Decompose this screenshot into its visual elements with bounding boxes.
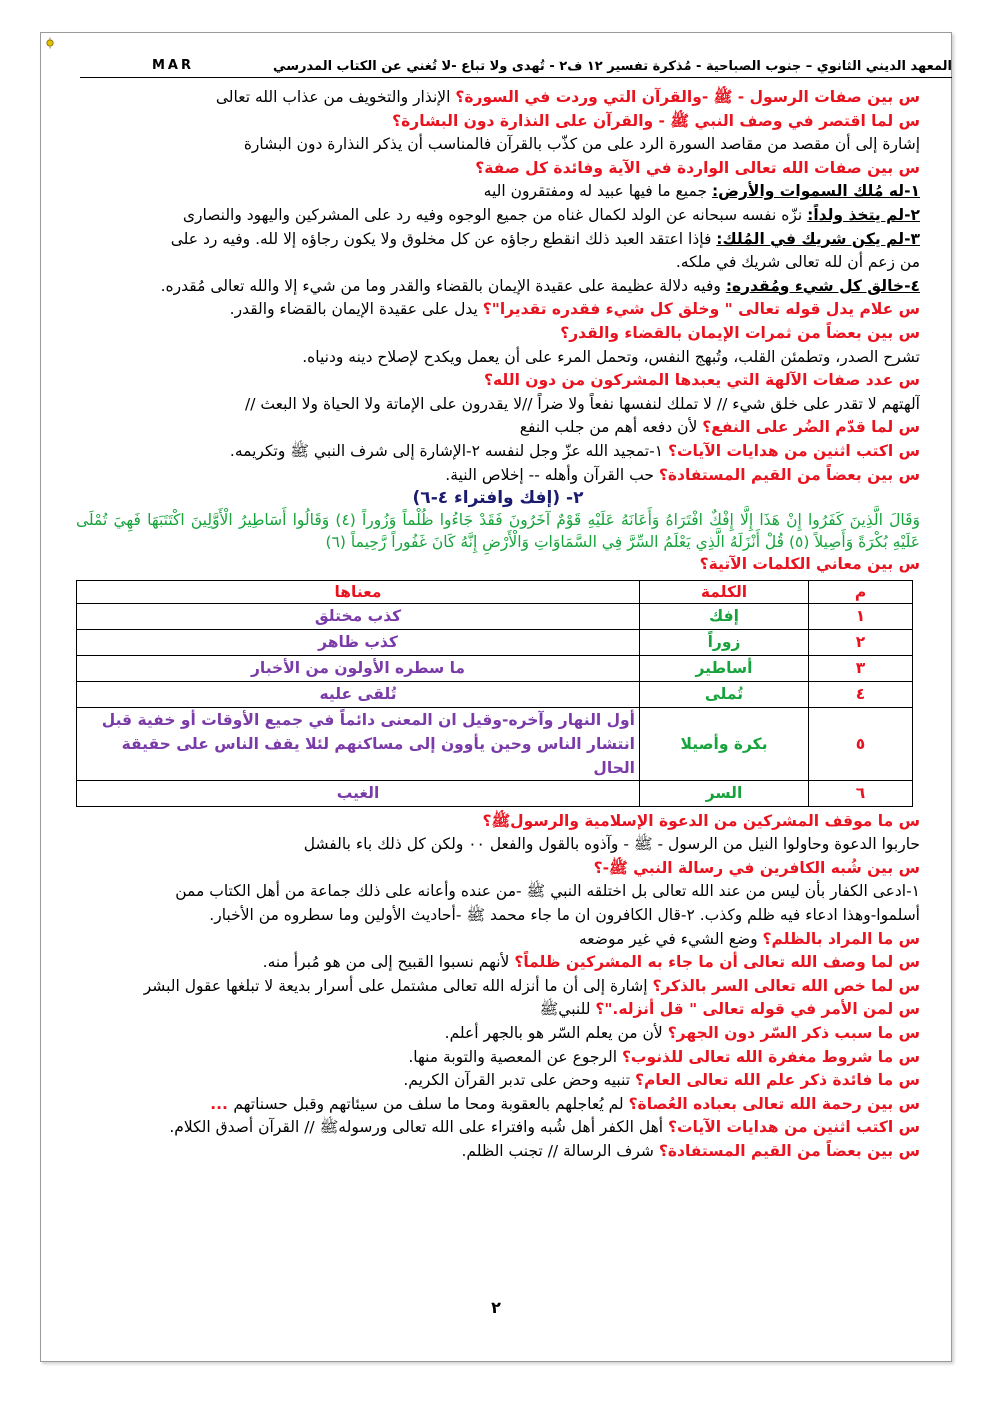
answer-text: تشرح الصدر، وتطمئن القلب، وتُبهج النفس، وتحمل المرء على أن يعمل ويكدح لإصلاح دينه ودنياه. [302,347,920,366]
text-line [76,86,920,110]
text-line [76,857,920,881]
vocab-word: إفك [640,603,809,629]
vocab-meaning: الغيب [77,780,640,806]
text-line [76,951,920,975]
answer-text: شرف الرسالة // تجنب الظلم. [461,1142,659,1160]
question-text: س لما وصف الله تعالى أن ما جاء به المشركين ظلماً؟ [514,953,920,972]
answer-text: حاربوا الدعوة وحاولوا النيل من الرسول - ﷺ - وآذوه بالقول والفعل ٠٠ ولكن كل ذلك باء بالفشل [303,835,920,854]
attribute-label: ٢-لم يتخذ ولداً: [807,205,920,224]
question-text: س لما قدّم الضُر على النفع؟ [702,418,920,437]
table-row [77,707,913,780]
text-line [76,464,920,488]
table-row [77,681,913,707]
answer-text: لأن من يعلم السّر هو بالجهر أعلم. [444,1024,668,1043]
answer-text: الرجوع عن المعصية والتوبة منها. [408,1047,622,1066]
text-line [76,180,920,204]
answer-text: آلهتهم لا تقدر على خلق شيء // لا تملك لنفسها نفعاً ولا ضراً //لا يقدرون على الإماتة ولا الحياة ولا البعث // [245,394,920,413]
attribute-label: ٤-خالق كل شيء ومُقدره: [725,276,920,295]
text-line [76,1022,920,1046]
answer-text: أسلموا-وهذا ادعاء فيه ظلم وكذب. ٢-قال الكافرون ان ما جاء محمد ﷺ -أحاديث الأولين وما سطروه من الأخبار. [209,906,920,925]
vocab-word: السر [640,780,809,806]
question-text: س اكتب اثنين من هدايات الآيات؟ [667,441,920,460]
text-line [76,416,920,440]
vocab-meaning: أول النهار وآخره-وقيل ان المعنى دائماً في جميع الأوقات أو خفية قبل انتشار الناس وحين يأوون إلى مساكنهم لئلا يقف الناس على حقيقة الحال [77,707,640,780]
ellipsis-text: ... [210,1094,234,1113]
answer-text: الإنذار والتخويف من عذاب الله تعالى [215,88,456,106]
table-row [77,655,913,681]
text-line [76,369,920,393]
answer-text: فإذا اعتقد العبد ذلك انقطع رجاؤه عن كل مخلوق ولا يكون رجاؤه إلا لله. وفيه رد على [170,229,717,248]
text-line [76,1140,920,1164]
text-line [76,904,920,928]
answer-text: ١-ادعى الكفار بأن ليس من عند الله تعالى بل اختلقه النبي ﷺ -من عنده وأعانه على ذلك جماعة من أهل الكتاب ممن [175,882,920,901]
question-text: س بين رحمة الله تعالى بعباده العُصاة؟ [628,1094,920,1113]
question-text: س علام يدل قوله تعالى " وخلق كل شيء فقدره تقديرا"؟ [482,300,920,319]
answer-text: نزّه نفسه سبحانه عن الولد لكمال غناه من جميع الوجوه وفيه رد على المشركين واليهود والنصارى [182,205,808,224]
question-text: س لما اقتصر في وصف النبي ﷺ - والقرآن على النذارة دون البشارة؟ [392,111,920,130]
attribute-label: ٣-لم يكن شريك في المُلك: [716,229,920,248]
vocab-word: بكرة وأصيلا [640,707,809,780]
vocab-header-row [77,580,913,603]
page-header [80,59,952,78]
question-text: س عدد صفات الآلهة التي يعبدها المشركون من دون الله؟ [484,371,920,390]
question-text: س لما خص الله تعالى السر بالذكر؟ [652,976,920,995]
question-text: س بين بعضاً من القيم المستفادة؟ [658,465,920,484]
question-text: س بين بعضاً من القيم المستفادة؟ [658,1142,920,1160]
answer-text: وفيه دلالة عظيمة على عقيدة الإيمان بالقضاء والقدر وما من شيء إلا والله تعالى مُقدره. [160,276,726,295]
text-line [76,157,920,181]
row-number: ٥ [809,707,913,780]
table-row [77,603,913,629]
text-line [76,975,920,999]
question-text: س ما موقف المشركين من الدعوة الإسلامية والرسولﷺ؟ [482,811,920,830]
answer-text: من زعم أن لله تعالى شريك في ملكه. [675,253,920,272]
answer-text: إشارة إلى أن مقصد من مقاصد السورة الرد على من كذّب بالقرآن فالمناسب أن يذكر النذارة دون البشارة [243,135,920,154]
col-header-num: م [809,580,913,603]
col-header-word: الكلمة [640,580,809,603]
sun-icon [45,37,55,49]
answer-text: حب القرآن وأهله -- إخلاص النية. [445,465,659,484]
vocab-meaning: ما سطره الأولون من الأخبار [77,655,640,681]
question-text: س بين صفات الرسول - ﷺ -والقرآن التي وردت في السورة؟ [455,88,920,106]
answer-text: لأن دفعه أهم من جلب النفع [519,418,703,437]
row-number: ٦ [809,780,913,806]
text-line [76,998,920,1022]
quran-verse: وَقَالَ الَّذِينَ كَفَرُوا إِنْ هَذَا إِلَّا إِفْكٌ افْتَرَاهُ وَأَعَانَهُ عَلَيْهِ قَوْمٌ آخَرُونَ فَقَدْ جَاءُوا ظُلْماً وَزُوراً (٤) وَقَالُوا أَسَاطِيرُ الْأَوَّلِينَ اكْتَتَبَهَا فَهِيَ تُمْلَى عَلَيْهِ بُكْرَةً وَأَصِيلاً (٥) قُلْ أَنْزَلَهُ الَّذِي يَعْلَمُ السِّرَّ فِي السَّمَاوَاتِ وَالْأَرْضِ إِنَّهُ كَانَ غَفُوراً رَّحِيماً (٦) [76,511,920,552]
text-line [76,133,920,157]
row-number: ٢ [809,629,913,655]
answer-text: وضع الشيء في غير موضعه [579,929,763,948]
answer-text: أهل الكفر أهل شُبه وافتراء على الله تعالى ورسولهﷺ // القرآن أصدق الكلام. [169,1118,668,1137]
vocab-word: تُملى [640,681,809,707]
page-content [76,86,920,1164]
answer-text: جميع ما فيها عبيد له ومفتقرون اليه [483,182,712,201]
text-line [76,1069,920,1093]
vocab-question: س بين معاني الكلمات الآتية؟ [699,555,920,574]
answer-text: ١-تمجيد الله عزّ وجل لنفسه ٢-الإشارة إلى شرف النبي ﷺ وتكريمه. [229,441,668,460]
row-number: ١ [809,603,913,629]
answer-text: إشارة إلى أن ما أنزله الله تعالى مشتمل على أسرار بديعة لا تبلغها عقول البشر [143,976,653,995]
text-line [76,880,920,904]
question-text: س ما سبب ذكر السّر دون الجهر؟ [667,1024,920,1043]
question-text: س ما المراد بالظلم؟ [762,929,920,948]
text-line [76,322,920,346]
page-number: ٢ [491,1298,501,1317]
text-line [76,1116,920,1140]
table-row [77,780,913,806]
table-row [77,629,913,655]
question-text: س بين صفات الله تعالى الواردة في الآية وفائدة كل صفة؟ [475,158,920,177]
text-line [76,1046,920,1070]
row-number: ٣ [809,655,913,681]
text-line [76,204,920,228]
text-line [76,346,920,370]
text-line [76,251,920,275]
row-number: ٤ [809,681,913,707]
question-text: س بين شُبه الكافرين في رسالة النبي ﷺ-؟ [593,858,920,877]
text-line [76,1093,920,1117]
answer-text: يدل على عقيدة الإيمان بالقضاء والقدر. [229,300,483,319]
col-header-meaning: معناها [77,580,640,603]
vocab-table [76,580,913,807]
attribute-label: ١-له مُلك السموات والأرض: [711,182,920,201]
vocab-meaning: تُلقى عليه [77,681,640,707]
question-text: س ما فائدة ذكر علم الله تعالى العام؟ [635,1071,920,1090]
text-line [76,928,920,952]
answer-text: للنبيﷺ [539,1000,596,1019]
vocab-word: أساطير [640,655,809,681]
vocab-word: زوراً [640,629,809,655]
text-line [76,833,920,857]
text-line [76,298,920,322]
header-title: المعهد الديني الثانوي – جنوب الصباحية - مُذكرة تفسير ١٢ ف٢ - تُهدى ولا تباع -لا تُغني عن الكتاب المدرسي [273,59,952,74]
text-line [76,275,920,299]
text-line [76,440,920,464]
answer-text: لأنهم نسبوا القبيح إلى من هو مُبرأ منه. [262,953,515,972]
answer-text: لم يُعاجلهم بالعقوبة ومحا ما سلف من سيئاتهم وقبل حسناتهم [233,1094,629,1113]
qa-block-2 [76,810,920,1164]
text-line [76,393,920,417]
question-text: س لمن الأمر في قوله تعالى " قل أنزله."؟ [595,1000,920,1019]
question-text: س بين بعضاً من ثمرات الإيمان بالقضاء والقدر؟ [560,323,920,342]
qa-block-1 [76,86,920,487]
text-line [76,228,920,252]
header-mark: MAR [152,58,195,73]
section-title: ٢- (إفك وافتراء ٤-٦) [412,488,584,509]
answer-text: تنبيه وحض على تدبر القرآن الكريم. [403,1071,636,1090]
vocab-meaning: كذب مختلق [77,603,640,629]
question-text: س ما شروط مغفرة الله تعالى للذنوب؟ [621,1047,920,1066]
text-line [76,810,920,834]
text-line [76,110,920,134]
question-text: س اكتب اثنين من هدايات الآيات؟ [667,1118,920,1137]
vocab-meaning: كذب ظاهر [77,629,640,655]
